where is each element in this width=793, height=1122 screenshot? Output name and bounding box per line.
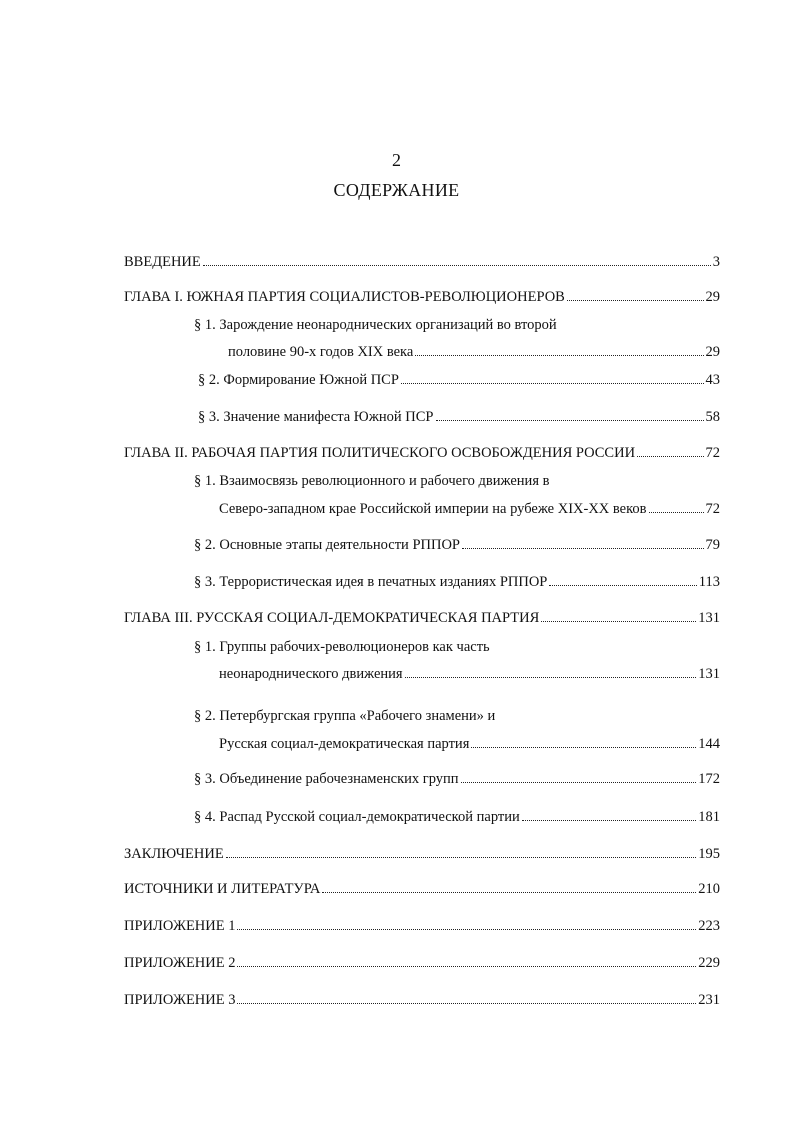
table-of-contents: [124, 0, 720, 1122]
toc-entry-ch1-s2[interactable]: [198, 367, 720, 389]
dot-leader: [541, 620, 696, 622]
dot-leader: [549, 584, 696, 586]
toc-entry-label: Северо-западном крае Российской империи на рубеже XIX-XX веков: [219, 501, 647, 517]
dot-leader: [405, 676, 697, 678]
dot-leader: [436, 419, 704, 421]
toc-entry-ch3-s2[interactable]: [219, 731, 720, 753]
dot-leader: [567, 299, 704, 301]
dot-leader: [401, 382, 704, 384]
toc-entry-ch3-s1-line1: § 1. Группы рабочих-революционеров как часть: [194, 639, 490, 655]
dot-leader: [226, 856, 697, 858]
toc-page-number: 58: [705, 409, 720, 425]
toc-page-number: 113: [698, 574, 720, 590]
toc-entry-label: ГЛАВА II. РАБОЧАЯ ПАРТИЯ ПОЛИТИЧЕСКОГО ОСВОБОЖДЕНИЯ РОССИИ: [124, 445, 636, 461]
toc-page-number: 131: [698, 610, 720, 626]
dot-leader: [203, 264, 711, 266]
toc-page-number: 72: [705, 501, 720, 517]
toc-entry-sources[interactable]: [124, 876, 720, 898]
dot-leader: [237, 928, 696, 930]
toc-entry-ch2-s1[interactable]: [219, 496, 720, 518]
toc-entry-label: § 3. Объединение рабочезнаменских групп: [194, 771, 459, 787]
toc-page-number: 29: [705, 289, 720, 305]
toc-entry-ch3-s1[interactable]: [219, 661, 720, 683]
toc-page-number: 231: [698, 992, 720, 1008]
dot-leader: [237, 965, 696, 967]
toc-entry-label: § 4. Распад Русской социал-демократической партии: [194, 809, 520, 825]
toc-page-number: 223: [698, 918, 720, 934]
dot-leader: [461, 781, 697, 783]
toc-page-number: 181: [698, 809, 720, 825]
dot-leader: [522, 819, 697, 821]
toc-page-number: 172: [698, 771, 720, 787]
toc-entry-label: § 3. Значение манифеста Южной ПСР: [198, 409, 434, 425]
toc-entry-ch2-s1-line1: § 1. Взаимосвязь революционного и рабочего движения в: [194, 473, 550, 489]
toc-entry-ch2-s3[interactable]: [194, 569, 720, 591]
toc-entry-ch2-s2[interactable]: [194, 532, 720, 554]
toc-entry-ch3-s4[interactable]: [194, 804, 720, 826]
toc-entry-chapter-2[interactable]: [124, 440, 720, 462]
toc-entry-appendix-1[interactable]: [124, 913, 720, 935]
toc-entry-label: ПРИЛОЖЕНИЕ 3: [124, 992, 236, 1008]
dot-leader: [322, 891, 696, 893]
toc-entry-label: ГЛАВА III. РУССКАЯ СОЦИАЛ-ДЕМОКРАТИЧЕСКАЯ ПАРТИЯ: [124, 610, 540, 626]
toc-entry-label: ИСТОЧНИКИ И ЛИТЕРАТУРА: [124, 881, 321, 897]
dot-leader: [649, 511, 704, 513]
toc-entry-label: неонароднического движения: [219, 666, 403, 682]
toc-page-number: 229: [698, 955, 720, 971]
toc-page-number: 43: [705, 372, 720, 388]
toc-entry-ch3-s2-line1: § 2. Петербургская группа «Рабочего знамени» и: [194, 708, 496, 724]
toc-entry-label: ЗАКЛЮЧЕНИЕ: [124, 846, 224, 862]
toc-entry-label: половине 90-х годов XIX века: [228, 344, 414, 360]
toc-entry-appendix-3[interactable]: [124, 987, 720, 1009]
toc-page-number: 131: [698, 666, 720, 682]
toc-entry-label: § 2. Основные этапы деятельности РППОР: [194, 537, 460, 553]
toc-page-number: 3: [712, 254, 720, 270]
toc-entry-label: § 2. Формирование Южной ПСР: [198, 372, 399, 388]
dot-leader: [237, 1002, 696, 1004]
toc-page-number: 144: [698, 736, 720, 752]
dot-leader: [462, 547, 704, 549]
toc-entry-intro[interactable]: [124, 249, 720, 271]
page-number: 2: [392, 150, 401, 170]
toc-entry-conclusion[interactable]: [124, 841, 720, 863]
page-title: СОДЕРЖАНИЕ: [333, 180, 460, 200]
toc-entry-chapter-3[interactable]: [124, 605, 720, 627]
toc-page-number: 195: [698, 846, 720, 862]
toc-page-number: 79: [705, 537, 720, 553]
toc-entry-chapter-1[interactable]: [124, 284, 720, 306]
toc-entry-ch1-s1[interactable]: [228, 339, 720, 361]
toc-entry-ch3-s3[interactable]: [194, 766, 720, 788]
toc-entry-label: ГЛАВА I. ЮЖНАЯ ПАРТИЯ СОЦИАЛИСТОВ-РЕВОЛЮЦИОНЕРОВ: [124, 289, 565, 305]
dot-leader: [637, 455, 703, 457]
toc-entry-label: ПРИЛОЖЕНИЕ 2: [124, 955, 236, 971]
toc-entry-label: § 3. Террористическая идея в печатных изданиях РППОР: [194, 574, 548, 590]
toc-entry-ch1-s1-line1: § 1. Зарождение неонароднических организаций во второй: [194, 317, 557, 333]
toc-entry-label: ВВЕДЕНИЕ: [124, 254, 201, 270]
toc-page-number: 72: [705, 445, 720, 461]
toc-entry-ch1-s3[interactable]: [198, 404, 720, 426]
toc-entry-label: ПРИЛОЖЕНИЕ 1: [124, 918, 236, 934]
toc-entry-appendix-2[interactable]: [124, 950, 720, 972]
dot-leader: [471, 746, 696, 748]
toc-page-number: 210: [698, 881, 720, 897]
toc-entry-label: Русская социал-демократическая партия: [219, 736, 470, 752]
toc-page-number: 29: [705, 344, 720, 360]
dot-leader: [415, 354, 703, 356]
